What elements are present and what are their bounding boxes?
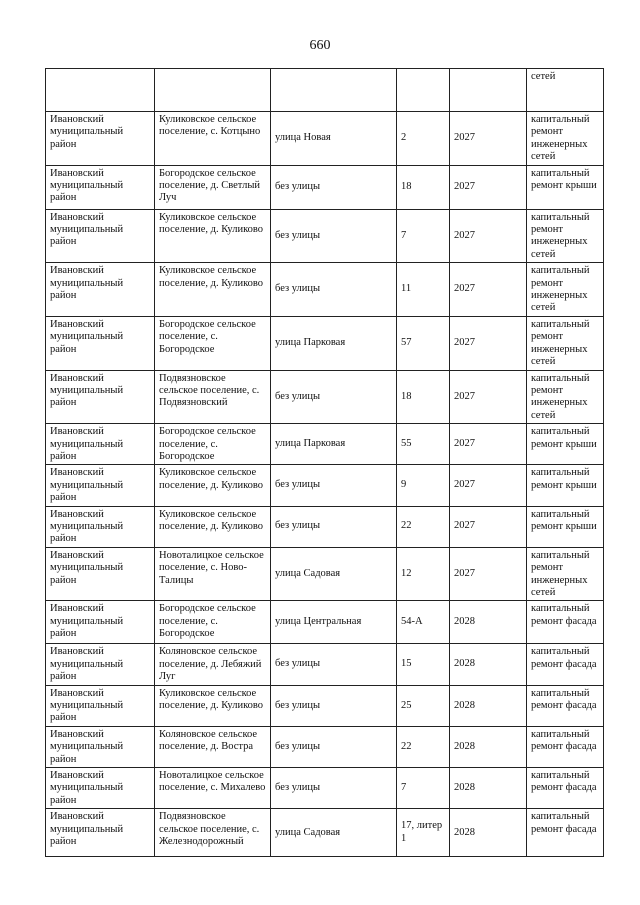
house-number-cell: 25 bbox=[397, 685, 450, 726]
year-cell: 2028 bbox=[450, 685, 527, 726]
street-cell: без улицы bbox=[271, 768, 397, 809]
street-cell: без улицы bbox=[271, 209, 397, 263]
settlement-cell: Подвязновское сельское поселение, с. Железнодорожный bbox=[155, 809, 271, 857]
house-number-cell bbox=[397, 69, 450, 112]
district-cell: Ивановский муниципальный район bbox=[46, 644, 155, 685]
house-number-cell: 17, литер 1 bbox=[397, 809, 450, 857]
district-cell: Ивановский муниципальный район bbox=[46, 465, 155, 506]
page-number: 660 bbox=[309, 38, 331, 53]
district-cell: Ивановский муниципальный район bbox=[46, 112, 155, 166]
street-cell bbox=[271, 69, 397, 112]
settlement-cell: Куликовское сельское поселение, д. Куликово bbox=[155, 506, 271, 547]
table-row bbox=[46, 370, 604, 424]
work-type-cell: капитальный ремонт крыши bbox=[527, 506, 604, 547]
street-cell: улица Центральная bbox=[271, 601, 397, 644]
year-cell: 2027 bbox=[450, 506, 527, 547]
table-row bbox=[46, 506, 604, 547]
house-number-cell: 22 bbox=[397, 726, 450, 767]
settlement-cell bbox=[155, 69, 271, 112]
houses-table bbox=[45, 68, 604, 857]
district-cell: Ивановский муниципальный район bbox=[46, 726, 155, 767]
settlement-cell: Куликовское сельское поселение, д. Куликово bbox=[155, 263, 271, 317]
house-number-cell: 7 bbox=[397, 209, 450, 263]
settlement-cell: Куликовское сельское поселение, д. Куликово bbox=[155, 209, 271, 263]
district-cell: Ивановский муниципальный район bbox=[46, 165, 155, 209]
year-cell: 2028 bbox=[450, 768, 527, 809]
table-row bbox=[46, 685, 604, 726]
year-cell: 2028 bbox=[450, 809, 527, 857]
work-type-cell: капитальный ремонт фасада bbox=[527, 685, 604, 726]
street-cell: улица Садовая bbox=[271, 547, 397, 601]
settlement-cell: Богородское сельское поселение, с. Богородское bbox=[155, 316, 271, 370]
table-row bbox=[46, 768, 604, 809]
table-row bbox=[46, 726, 604, 767]
table-row bbox=[46, 424, 604, 465]
street-cell: улица Парковая bbox=[271, 316, 397, 370]
year-cell: 2027 bbox=[450, 263, 527, 317]
work-type-cell: сетей bbox=[527, 69, 604, 112]
table-row bbox=[46, 69, 604, 112]
street-cell: улица Садовая bbox=[271, 809, 397, 857]
district-cell: Ивановский муниципальный район bbox=[46, 547, 155, 601]
work-type-cell: капитальный ремонт фасада bbox=[527, 809, 604, 857]
house-number-cell: 9 bbox=[397, 465, 450, 506]
district-cell: Ивановский муниципальный район bbox=[46, 370, 155, 424]
district-cell: Ивановский муниципальный район bbox=[46, 685, 155, 726]
street-cell: без улицы bbox=[271, 644, 397, 685]
street-cell: без улицы bbox=[271, 685, 397, 726]
district-cell: Ивановский муниципальный район bbox=[46, 263, 155, 317]
house-number-cell: 55 bbox=[397, 424, 450, 465]
house-number-cell: 15 bbox=[397, 644, 450, 685]
work-type-cell: капитальный ремонт фасада bbox=[527, 768, 604, 809]
work-type-cell: капитальный ремонт инженерных сетей bbox=[527, 112, 604, 166]
table-row bbox=[46, 465, 604, 506]
house-number-cell: 18 bbox=[397, 165, 450, 209]
settlement-cell: Куликовское сельское поселение, д. Куликово bbox=[155, 465, 271, 506]
settlement-cell: Богородское сельское поселение, с. Богородское bbox=[155, 601, 271, 644]
work-type-cell: капитальный ремонт крыши bbox=[527, 165, 604, 209]
work-type-cell: капитальный ремонт инженерных сетей bbox=[527, 263, 604, 317]
year-cell: 2027 bbox=[450, 165, 527, 209]
house-number-cell: 54-А bbox=[397, 601, 450, 644]
settlement-cell: Куликовское сельское поселение, с. Котцыно bbox=[155, 112, 271, 166]
street-cell: без улицы bbox=[271, 726, 397, 767]
year-cell: 2027 bbox=[450, 370, 527, 424]
work-type-cell: капитальный ремонт фасада bbox=[527, 726, 604, 767]
settlement-cell: Коляновское сельское поселение, д. Лебяжий Луг bbox=[155, 644, 271, 685]
house-number-cell: 18 bbox=[397, 370, 450, 424]
house-number-cell: 22 bbox=[397, 506, 450, 547]
table-row bbox=[46, 112, 604, 166]
work-type-cell: капитальный ремонт инженерных сетей bbox=[527, 547, 604, 601]
settlement-cell: Подвязновское сельское поселение, с. Подвязновский bbox=[155, 370, 271, 424]
year-cell bbox=[450, 69, 527, 112]
house-number-cell: 12 bbox=[397, 547, 450, 601]
street-cell: улица Новая bbox=[271, 112, 397, 166]
district-cell: Ивановский муниципальный район bbox=[46, 809, 155, 857]
table-row bbox=[46, 809, 604, 857]
street-cell: без улицы bbox=[271, 263, 397, 317]
year-cell: 2027 bbox=[450, 209, 527, 263]
house-number-cell: 2 bbox=[397, 112, 450, 166]
district-cell: Ивановский муниципальный район bbox=[46, 316, 155, 370]
year-cell: 2028 bbox=[450, 644, 527, 685]
year-cell: 2028 bbox=[450, 726, 527, 767]
table-row bbox=[46, 209, 604, 263]
houses-table-body bbox=[46, 69, 604, 857]
settlement-cell: Новоталицкое сельское поселение, с. Ново-Талицы bbox=[155, 547, 271, 601]
street-cell: без улицы bbox=[271, 370, 397, 424]
year-cell: 2027 bbox=[450, 547, 527, 601]
table-row bbox=[46, 263, 604, 317]
house-number-cell: 57 bbox=[397, 316, 450, 370]
year-cell: 2027 bbox=[450, 465, 527, 506]
table-row bbox=[46, 601, 604, 644]
district-cell: Ивановский муниципальный район bbox=[46, 209, 155, 263]
house-number-cell: 7 bbox=[397, 768, 450, 809]
table-row bbox=[46, 644, 604, 685]
house-number-cell: 11 bbox=[397, 263, 450, 317]
district-cell bbox=[46, 69, 155, 112]
year-cell: 2027 bbox=[450, 112, 527, 166]
district-cell: Ивановский муниципальный район bbox=[46, 768, 155, 809]
table-row bbox=[46, 547, 604, 601]
work-type-cell: капитальный ремонт инженерных сетей bbox=[527, 370, 604, 424]
work-type-cell: капитальный ремонт фасада bbox=[527, 644, 604, 685]
settlement-cell: Новоталицкое сельское поселение, с. Михалево bbox=[155, 768, 271, 809]
settlement-cell: Коляновское сельское поселение, д. Востра bbox=[155, 726, 271, 767]
district-cell: Ивановский муниципальный район bbox=[46, 601, 155, 644]
settlement-cell: Куликовское сельское поселение, д. Куликово bbox=[155, 685, 271, 726]
work-type-cell: капитальный ремонт инженерных сетей bbox=[527, 209, 604, 263]
settlement-cell: Богородское сельское поселение, д. Светлый Луч bbox=[155, 165, 271, 209]
work-type-cell: капитальный ремонт крыши bbox=[527, 465, 604, 506]
year-cell: 2027 bbox=[450, 316, 527, 370]
district-cell: Ивановский муниципальный район bbox=[46, 506, 155, 547]
street-cell: улица Парковая bbox=[271, 424, 397, 465]
street-cell: без улицы bbox=[271, 165, 397, 209]
year-cell: 2027 bbox=[450, 424, 527, 465]
work-type-cell: капитальный ремонт крыши bbox=[527, 424, 604, 465]
table-row bbox=[46, 165, 604, 209]
settlement-cell: Богородское сельское поселение, с. Богородское bbox=[155, 424, 271, 465]
street-cell: без улицы bbox=[271, 465, 397, 506]
work-type-cell: капитальный ремонт инженерных сетей bbox=[527, 316, 604, 370]
year-cell: 2028 bbox=[450, 601, 527, 644]
work-type-cell: капитальный ремонт фасада bbox=[527, 601, 604, 644]
district-cell: Ивановский муниципальный район bbox=[46, 424, 155, 465]
street-cell: без улицы bbox=[271, 506, 397, 547]
table-row bbox=[46, 316, 604, 370]
